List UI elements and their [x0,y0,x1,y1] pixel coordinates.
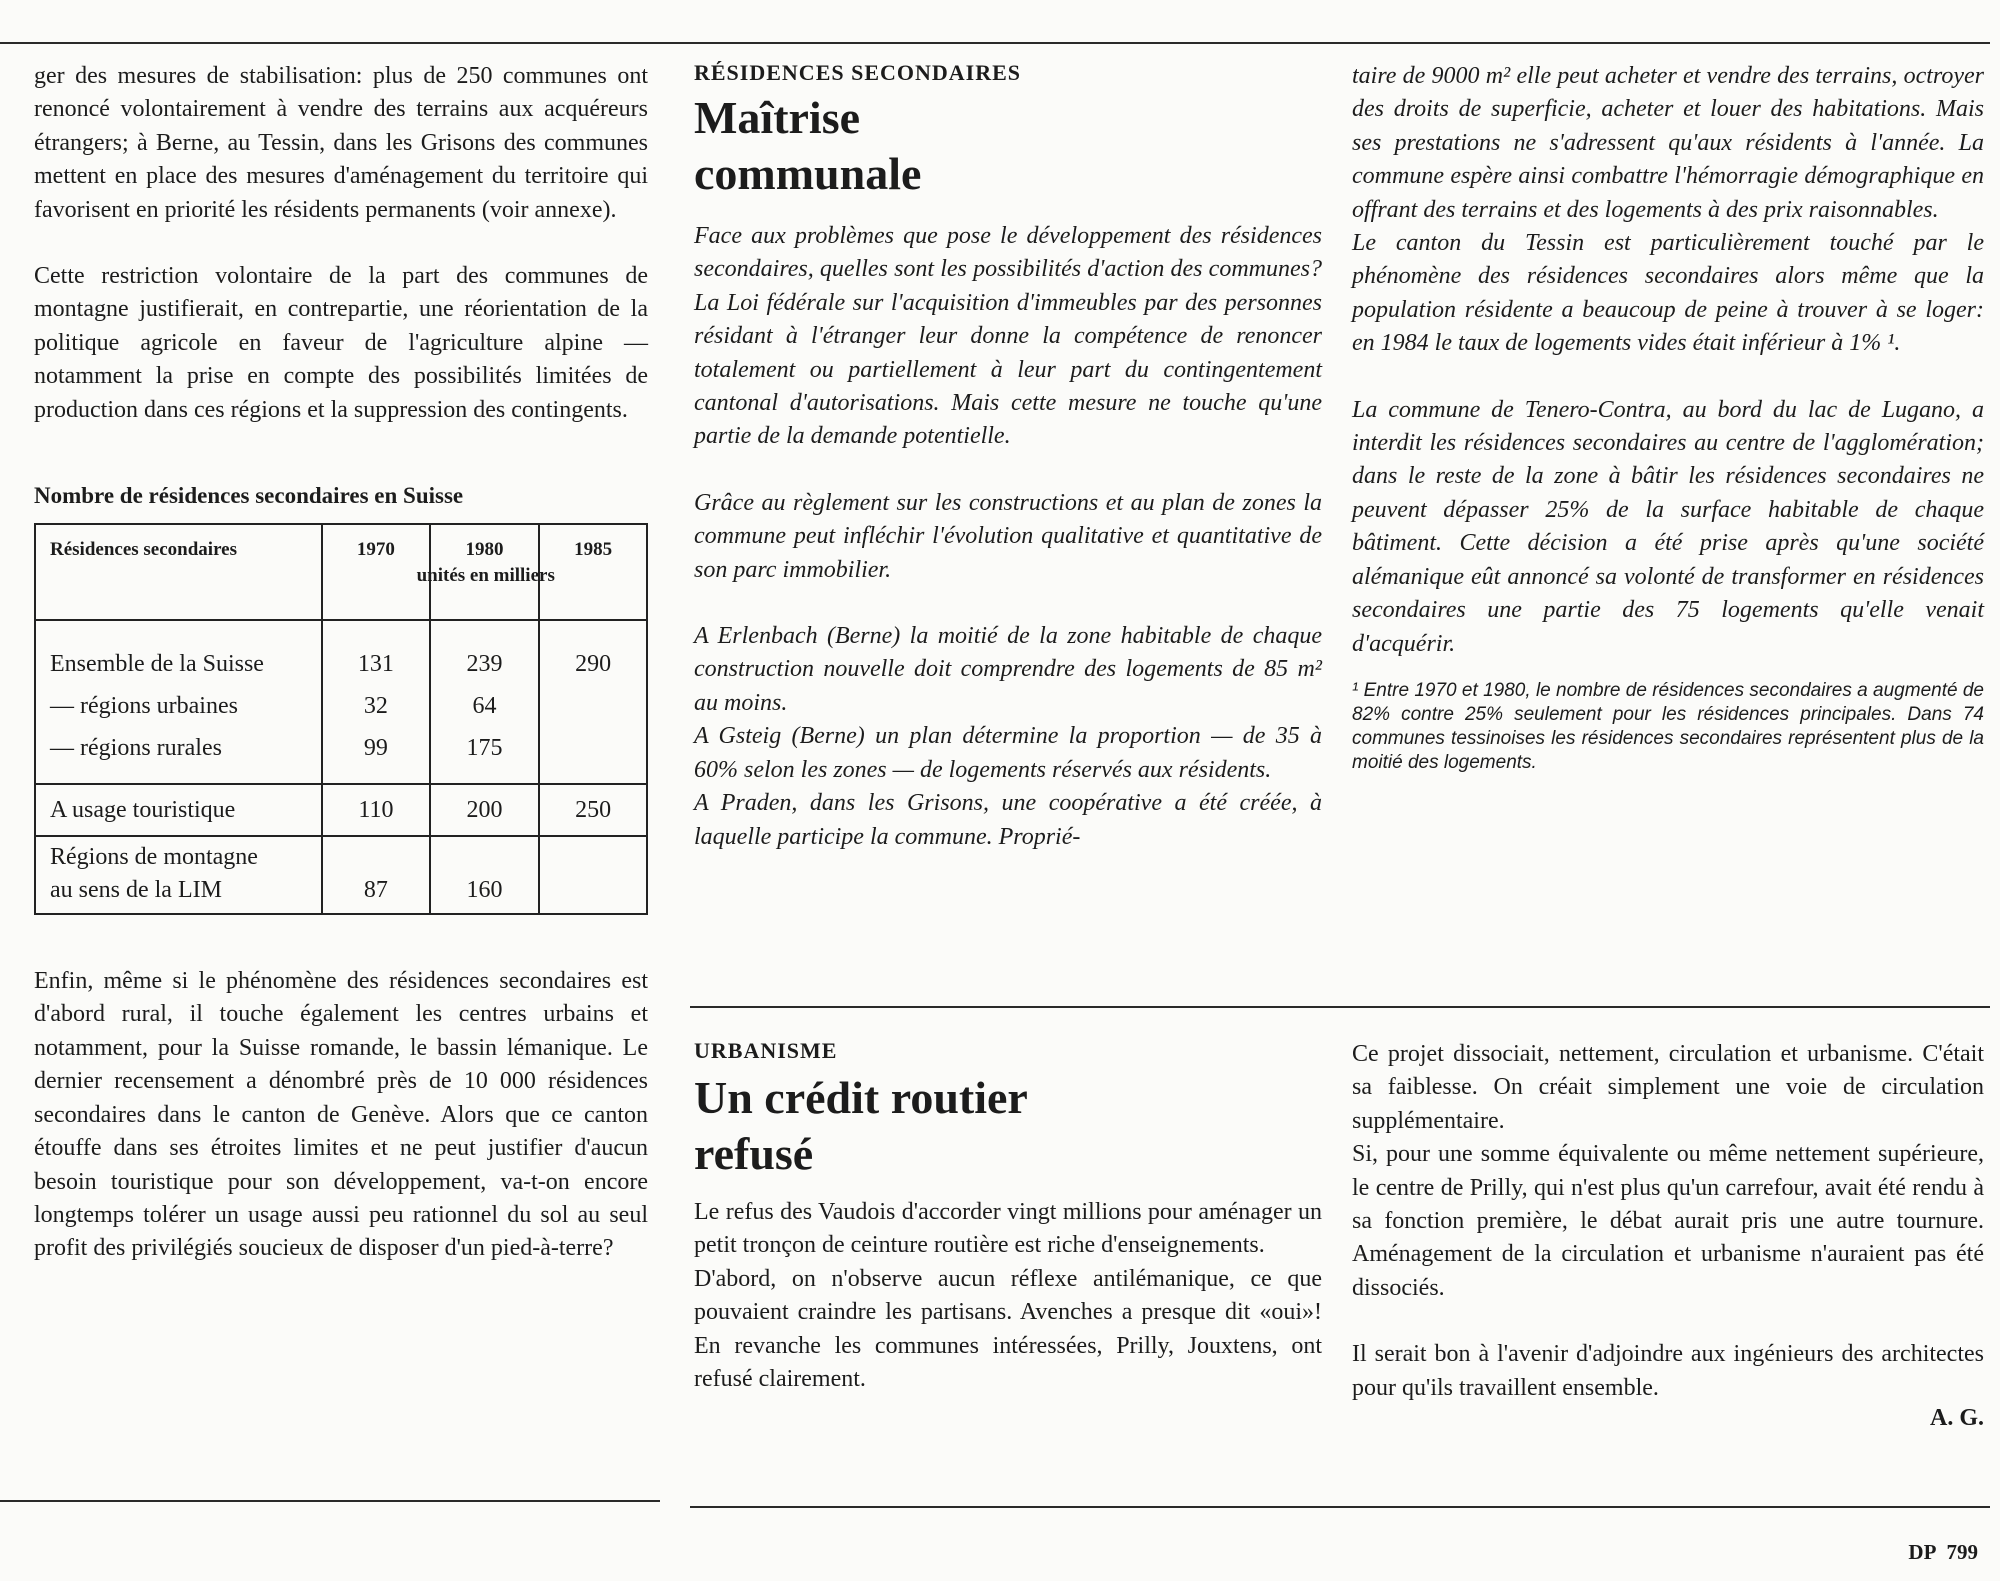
table-caption: Nombre de résidences secondaires en Suisse [34,483,464,509]
table-cell-label: A usage touristique [35,784,322,836]
table-header-year: 1985 [539,524,647,620]
article-paragraph: A Gsteig (Berne) un plan détermine la proportion — de 35 à 60% selon les zones — de logements réservés aux résidents. [694,723,1322,783]
left-paragraph-3: Enfin, même si le phénomène des résidences secondaires est d'abord rural, il touche également les centres urbains et notamment, pour la Suisse romande, le bassin lémanique. Le dernier recensement a dénombré près de 10 000 résidences secondaires dans le canton de Genève. Alors que ce canton étouffe dans ses étroites limites et ne peut justifier d'aucun besoin touristique pour son développement, va-t-on encore longtemps tolérer un usage aussi peu rationnel du sol au seul profit des privilégiés soucieux de disposer d'un pied-à-terre? [34,968,648,1262]
middle-rule [690,1006,1990,1008]
page-label: DP [1908,1540,1936,1564]
statistics-table [34,523,648,915]
table-cell-value [539,836,647,914]
table-cell-value: 290 [575,651,612,678]
headline-line: Un crédit routier [694,1072,1028,1123]
article-headline [694,90,1322,202]
table-cell-value: 110 [322,784,430,836]
left-paragraph-1: ger des mesures de stabilisation: plus de 250 communes ont renoncé volontairement à vendre des terrains aux acquéreurs étrangers; à Berne, au Tessin, dans les Grisons des communes mettent en place des mesures d'aménagement du territoire qui favorisent en priorité les résidents permanents (voir annexe). [34,63,648,223]
article-kicker: URBANISME [694,1038,838,1063]
table-cell-label: Ensemble de la Suisse [50,651,264,678]
table-cell-value: 64 [472,693,497,720]
table-header-year: 1970 [322,524,430,620]
article-urbanisme-right [1352,1038,1984,1432]
table-cell-value: 87 [322,836,430,914]
top-rule [0,42,1990,44]
article-kicker: RÉSIDENCES SECONDAIRES [694,60,1022,85]
page-number-value: 799 [1946,1540,1978,1564]
table-cell-label: Régions de montagne [50,844,258,871]
bottom-rule [0,1500,660,1502]
page-number [1908,1540,1978,1565]
footnote: ¹ Entre 1970 et 1980, le nombre de résidences secondaires a augmenté de 82% contre 25% seulement pour les résidences principales. Dans 74 communes tessinoises les résidences secondaires représentent plus de la moitié des logements. [1352,679,1984,773]
article-paragraph: D'abord, on n'observe aucun réflexe antilémanique, ce que pouvaient craindre les partisans. Avenches a presque dit «oui»! En revanche les communes intéressées, Prilly, Jouxtens, ont refusé clairement. [694,1265,1322,1393]
article-paragraph: Si, pour une somme équivalente ou même nettement supérieure, le centre de Prilly, qui n'est plus qu'un carrefour, avait été rendu à sa fonction première, le débat aurait pris une autre tournure. Aménagement de la circulation et urbanisme n'auraient pas été dissociés. [1352,1141,1984,1301]
table-cell-value: 131 [357,651,394,678]
table-cell-value: 99 [363,735,388,762]
headline-line: Maîtrise [694,92,861,143]
table-header-row [35,524,647,620]
table-cell-value: 32 [363,693,388,720]
table-cell-value: 239 [466,651,503,678]
table-row [35,784,647,836]
table-row [35,836,647,914]
article-headline [694,1070,1322,1182]
table-header-year: 1980 [465,539,504,561]
left-paragraph-2: Cette restriction volontaire de la part des communes de montagne justifierait, en contrepartie, une réorientation de la politique agricole en faveur de l'agriculture alpine — notamment la prise en compte des possibilités limitées de production dans ces régions et la suppression des contingents. [34,263,648,423]
table-header-units: unités en milliers [416,565,555,587]
table-cell-label: au sens de la LIM [50,877,222,904]
article-paragraph: La commune de Tenero-Contra, au bord du lac de Lugano, a interdit les résidences secondaires au centre de l'agglomération; dans le reste de la zone à bâtir les résidences secondaires ne peuvent dépasser 25% de la surface habitable de chaque bâtiment. Cette décision a été prise après qu'une société alémanique eût annoncé sa volonté de transformer en résidences secondaires une partie des 75 logements qu'elle venait d'acquérir. [1352,396,1984,657]
left-column [34,60,648,1266]
table-header-label: Résidences secondaires [50,539,237,561]
article-paragraph: Ce projet dissociait, nettement, circulation et urbanisme. C'était sa faiblesse. On créait simplement une voie de circulation supplémentaire. [1352,1041,1984,1134]
table-cell-value: 200 [430,784,540,836]
table-row [35,620,647,784]
table-cell-label: — régions rurales [50,735,222,762]
article-maitrise-middle [694,60,1322,854]
article-paragraph: Face aux problèmes que pose le développement des résidences secondaires, quelles sont les possibilités d'action des communes? La Loi fédérale sur l'acquisition d'immeubles par des personnes résidant à l'étranger leur donne la compétence de renoncer totalement ou partiellement à leur part du contingentement cantonal d'autorisations. Mais cette mesure ne touche qu'une partie de la demande potentielle. [694,223,1322,450]
headline-line: refusé [694,1128,814,1179]
article-paragraph: A Erlenbach (Berne) la moitié de la zone habitable de chaque construction nouvelle doit comprendre des logements de 85 m² au moins. [694,623,1322,716]
article-paragraph: Grâce au règlement sur les constructions et au plan de zones la commune peut infléchir l'évolution qualitative et quantitative de son parc immobilier. [694,489,1322,583]
article-paragraph: Il serait bon à l'avenir d'adjoindre aux ingénieurs des architectes pour qu'ils travaillent ensemble. [1352,1341,1984,1401]
headline-line: communale [694,148,922,199]
article-urbanisme-middle [694,1038,1322,1396]
table-cell-value: 250 [539,784,647,836]
table-cell-value: 160 [430,836,540,914]
article-paragraph: taire de 9000 m² elle peut acheter et vendre des terrains, octroyer des droits de superficie, acheter et louer des habitations. Mais ses prestations ne s'adressent qu'aux résidents à l'année. La commune espère ainsi combattre l'hémorragie démographique en offrant des terrains et des logements à des prix raisonnables. [1352,63,1984,223]
author-signature: A. G. [1930,1405,1984,1432]
article-paragraph: Le refus des Vaudois d'accorder vingt millions pour aménager un petit tronçon de ceinture routière est riche d'enseignements. [694,1199,1322,1259]
bottom-rule-right [690,1506,1990,1508]
table-cell-label: — régions urbaines [50,693,238,720]
article-paragraph: A Praden, dans les Grisons, une coopérative a été créée, à laquelle participe la commune. Proprié- [694,790,1322,850]
article-paragraph: Le canton du Tessin est particulièrement touché par le phénomène des résidences secondaires alors même que la population résidente a beaucoup de peine à trouver à se loger: en 1984 le taux de logements vides était inférieur à 1% ¹. [1352,230,1984,357]
table-cell-value: 175 [466,735,503,762]
article-maitrise-right [1352,60,1984,775]
